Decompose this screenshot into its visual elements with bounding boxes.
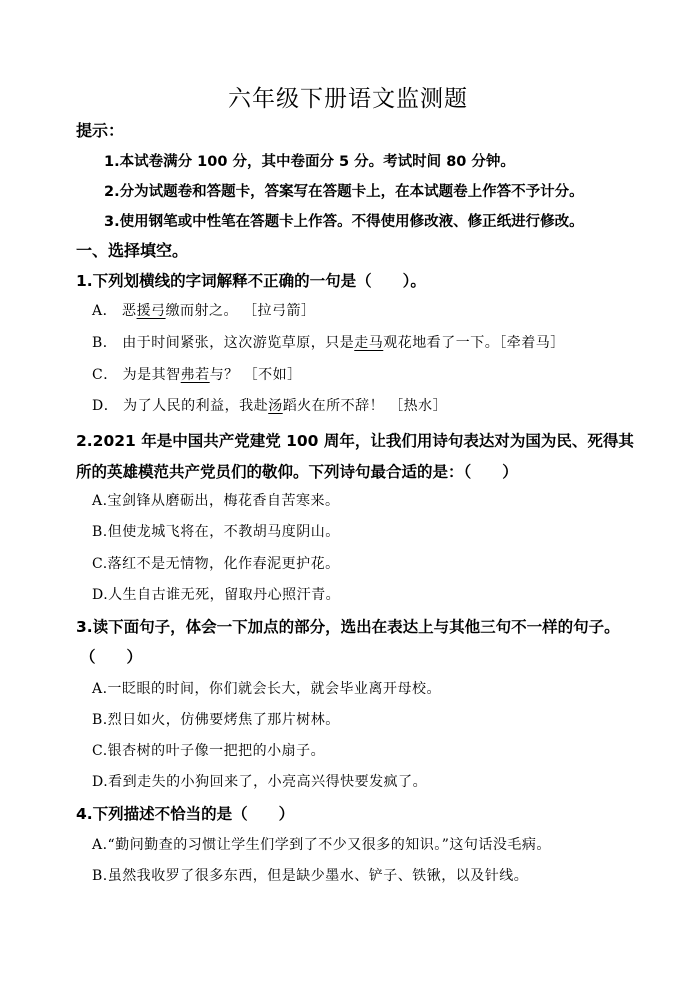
q2-option-d: D.人生自古谁无死，留取丹心照汗青。	[92, 587, 341, 603]
q4-option-a: A.“勤问勤查的习惯让学生们学到了不少又很多的知识。”这句话没毛病。	[92, 837, 551, 853]
q1-option-d-post: 蹈火在所不辞！ ［热水］	[282, 398, 448, 414]
q2-stem-line-1: 2.2021 年是中国共产党建党 100 周年，让我们用诗句表达对为国为民、死得其	[76, 432, 634, 450]
q1-option-c	[92, 364, 302, 384]
q3-option-a: A.一眨眼的时间，你们就会长大，就会毕业离开母校。	[92, 681, 442, 697]
q2-option-a: A.宝剑锋从磨砺出，梅花香自苦寒来。	[92, 493, 340, 509]
q1-option-c-underlined: 弗若	[180, 367, 210, 383]
q3-stem-line-2: （ ）	[80, 648, 143, 666]
section-heading: 一、选择填空。	[76, 241, 189, 260]
q2-option-b: B.但使龙城飞将在，不教胡马度阴山。	[92, 524, 340, 540]
q1-option-a-post: 缴而射之。 ［拉弓箭］	[165, 303, 316, 319]
q1-option-a-pre: A． 恶	[92, 303, 137, 319]
page-title: 六年级下册语文监测题	[228, 86, 468, 112]
q2-stem-line-2: 所的英雄模范共产党员们的敬仰。下列诗句最合适的是：（ ）	[76, 463, 518, 481]
q1-option-b-underlined: 走马	[354, 335, 384, 351]
q4-option-b: B.虽然我收罗了很多东西，但是缺少墨水、铲子、铁锹，以及针线。	[92, 868, 529, 884]
q2-option-c: C.落红不是无情物，化作春泥更护花。	[92, 556, 340, 572]
q3-option-c: C.银杏树的叶子像一把把的小扇子。	[92, 743, 326, 759]
tip-1: 1.本试卷满分 100 分，其中卷面分 5 分。考试时间 80 分钟。	[104, 154, 515, 170]
q1-option-b	[92, 332, 565, 352]
tip-2: 2.分为试题卷和答题卡，答案写在答题卡上，在本试题卷上作答不予计分。	[104, 184, 584, 200]
q1-option-d	[92, 395, 447, 415]
tip-3: 3.使用钢笔或中性笔在答题卡上作答。不得使用修改液、修正纸进行修改。	[104, 214, 584, 230]
q1-stem: 1.下列划横线的字词解释不正确的一句是（ ）。	[76, 272, 426, 290]
q1-option-a	[92, 300, 316, 320]
q1-option-b-post: 观花地看了一下。［牵着马］	[383, 335, 565, 351]
q1-option-d-underlined: 汤	[268, 398, 283, 414]
tips-heading: 提示：	[76, 121, 125, 140]
q1-option-c-post: 与？ ［不如］	[209, 367, 302, 383]
q1-option-c-pre: C． 为是其智	[92, 367, 181, 383]
q4-stem: 4.下列描述不恰当的是（ ）	[76, 805, 295, 823]
q1-option-b-pre: B． 由于时间紧张，这次游览草原，只是	[92, 335, 355, 351]
q3-option-b: B.烈日如火，仿佛要烤焦了那片树林。	[92, 712, 340, 728]
q3-stem-line-1: 3.读下面句子，体会一下加点的部分，选出在表达上与其他三句不一样的句子。	[76, 618, 620, 636]
q1-option-a-underlined: 援弓	[136, 303, 166, 319]
q3-option-d: D.看到走失的小狗回来了，小亮高兴得快要发疯了。	[92, 774, 428, 790]
q1-option-d-pre: D． 为了人民的利益，我赴	[92, 398, 269, 414]
